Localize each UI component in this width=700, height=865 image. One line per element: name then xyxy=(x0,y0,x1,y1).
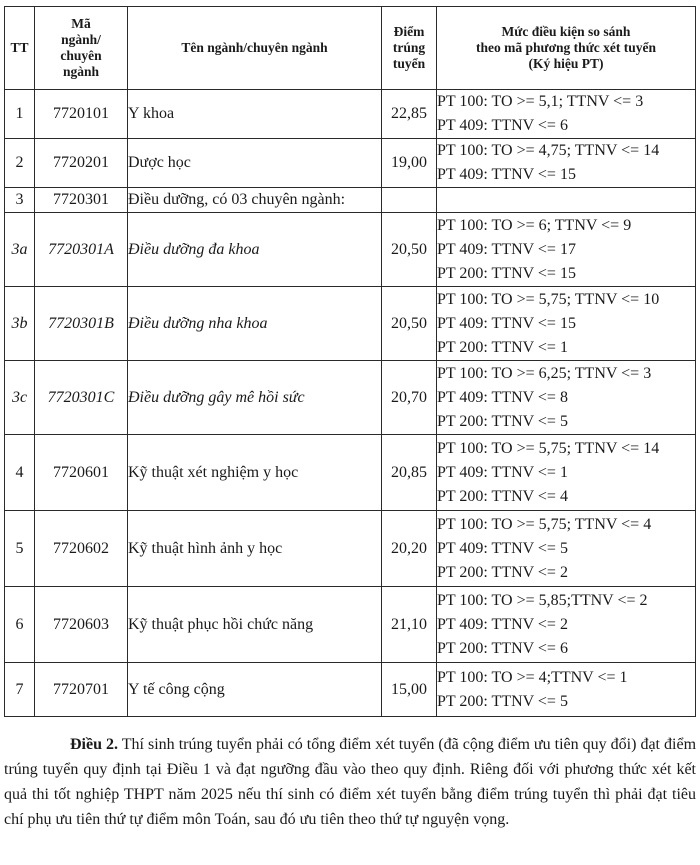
row-condition: PT 100: TO >= 5,85;TTNV <= 2 PT 409: TTNV <= 2 PT 200: TTNV <= 6 xyxy=(437,587,696,663)
row-score: 15,00 xyxy=(382,663,437,717)
header-condition: Mức điều kiện so sánh theo mã phương thức xét tuyển (Ký hiệu PT) xyxy=(437,7,696,90)
row-name: Kỹ thuật phục hồi chức năng xyxy=(128,587,382,663)
row-name: Điều dưỡng, có 03 chuyên ngành: xyxy=(128,188,382,213)
table-row xyxy=(5,213,696,287)
row-condition: PT 100: TO >= 6; TTNV <= 9 PT 409: TTNV <= 17 PT 200: TTNV <= 15 xyxy=(437,213,696,287)
row-tt: 4 xyxy=(5,435,35,511)
row-condition: PT 100: TO >= 5,75; TTNV <= 14 PT 409: TTNV <= 1 PT 200: TTNV <= 4 xyxy=(437,435,696,511)
row-condition: PT 100: TO >= 5,1; TTNV <= 3 PT 409: TTNV <= 6 xyxy=(437,90,696,139)
table-row xyxy=(5,587,696,663)
row-name: Dược học xyxy=(128,139,382,188)
row-code: 7720301B xyxy=(35,287,128,361)
row-name: Kỹ thuật hình ảnh y học xyxy=(128,511,382,587)
row-name: Y tế công cộng xyxy=(128,663,382,717)
row-tt: 3c xyxy=(5,361,35,435)
header-score: Điểm trúng tuyển xyxy=(382,7,437,90)
row-code: 7720601 xyxy=(35,435,128,511)
row-condition: PT 100: TO >= 4;TTNV <= 1 PT 200: TTNV <= 5 xyxy=(437,663,696,717)
row-score: 22,85 xyxy=(382,90,437,139)
row-tt: 3a xyxy=(5,213,35,287)
row-condition: PT 100: TO >= 5,75; TTNV <= 4 PT 409: TTNV <= 5 PT 200: TTNV <= 2 xyxy=(437,511,696,587)
table-row xyxy=(5,435,696,511)
row-name: Điều dưỡng đa khoa xyxy=(128,213,382,287)
row-score: 20,50 xyxy=(382,213,437,287)
row-condition: PT 100: TO >= 6,25; TTNV <= 3 PT 409: TTNV <= 8 PT 200: TTNV <= 5 xyxy=(437,361,696,435)
admission-table xyxy=(4,6,696,717)
article-label: Điều 2. xyxy=(70,736,119,753)
table-row xyxy=(5,139,696,188)
row-condition xyxy=(437,188,696,213)
row-tt: 2 xyxy=(5,139,35,188)
row-tt: 1 xyxy=(5,90,35,139)
header-code: Mã ngành/ chuyên ngành xyxy=(35,7,128,90)
header-name: Tên ngành/chuyên ngành xyxy=(128,7,382,90)
table-row xyxy=(5,287,696,361)
header-row xyxy=(5,7,696,90)
row-score: 20,50 xyxy=(382,287,437,361)
row-code: 7720603 xyxy=(35,587,128,663)
row-code: 7720301C xyxy=(35,361,128,435)
row-tt: 3 xyxy=(5,188,35,213)
table-row xyxy=(5,511,696,587)
row-score: 20,20 xyxy=(382,511,437,587)
row-score: 20,70 xyxy=(382,361,437,435)
table-row xyxy=(5,90,696,139)
row-code: 7720201 xyxy=(35,139,128,188)
row-condition: PT 100: TO >= 5,75; TTNV <= 10 PT 409: TTNV <= 15 PT 200: TTNV <= 1 xyxy=(437,287,696,361)
row-name: Y khoa xyxy=(128,90,382,139)
row-tt: 5 xyxy=(5,511,35,587)
row-name: Kỹ thuật xét nghiệm y học xyxy=(128,435,382,511)
table-row xyxy=(5,663,696,717)
row-score: 19,00 xyxy=(382,139,437,188)
row-tt: 3b xyxy=(5,287,35,361)
row-code: 7720301 xyxy=(35,188,128,213)
row-score: 20,85 xyxy=(382,435,437,511)
row-tt: 6 xyxy=(5,587,35,663)
row-code: 7720602 xyxy=(35,511,128,587)
article-2-paragraph xyxy=(4,732,696,832)
table-row xyxy=(5,188,696,213)
row-score xyxy=(382,188,437,213)
row-name: Điều dưỡng nha khoa xyxy=(128,287,382,361)
header-tt: TT xyxy=(5,7,35,90)
row-score: 21,10 xyxy=(382,587,437,663)
row-name: Điều dưỡng gây mê hồi sức xyxy=(128,361,382,435)
article-text: Thí sinh trúng tuyển phải có tổng điểm xét tuyển (đã cộng điểm ưu tiên quy đổi) đạt điểm trúng tuyển quy định tại Điều 1 và đạt ngưỡng đầu vào theo quy định. Riêng đối với phương thức xét kết quả thi tốt nghiệp THPT năm 2025 nếu thí sinh có điểm xét tuyển bằng điểm trúng tuyển thì phải đạt tiêu chí phụ ưu tiên thứ tự điểm môn Toán, sau đó ưu tiên theo thứ tự nguyện vọng. xyxy=(4,736,697,828)
row-code: 7720701 xyxy=(35,663,128,717)
row-condition: PT 100: TO >= 4,75; TTNV <= 14 PT 409: TTNV <= 15 xyxy=(437,139,696,188)
table-row xyxy=(5,361,696,435)
row-code: 7720301A xyxy=(35,213,128,287)
row-tt: 7 xyxy=(5,663,35,717)
row-code: 7720101 xyxy=(35,90,128,139)
